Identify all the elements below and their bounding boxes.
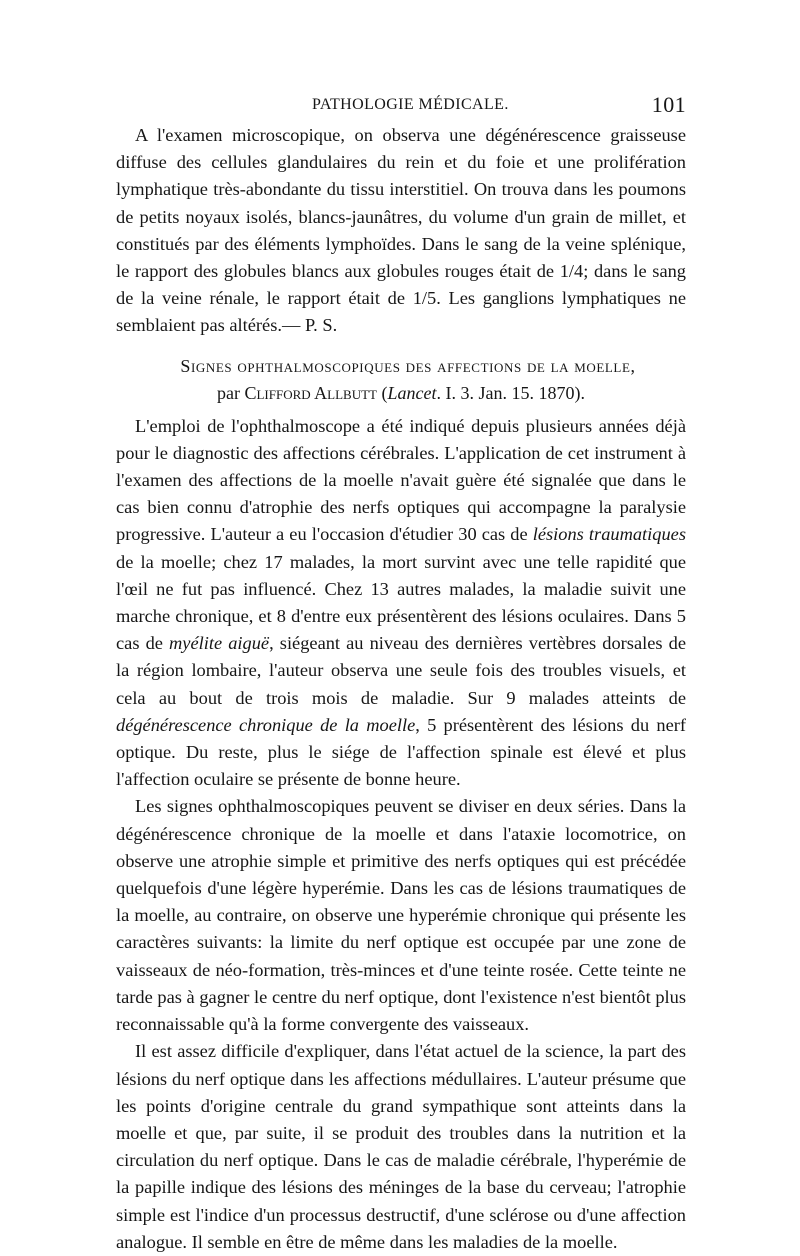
p1-text-a: L'emploi de l'ophthalmoscope a été indiqué depuis plusieurs années déjà pour le diagnostic des affections cérébrales. L'application de cet instrument à l'examen des affections de la moelle n'avait guère été signalée que dans le cas bien connu d'atrophie des nerfs optiques qui accompagne la paralysie progressive. L'auteur a eu l'occasion d'étudier 30 cas de [116,415,686,545]
p1-em-myelite: myélite aiguë [169,633,270,654]
body-paragraph-3: Il est assez difficile d'expliquer, dans l'état actuel de la science, la part des lésions du nerf optique dans les affections médullaires. L'auteur présume que les points d'origine centrale du grand sympathique sont atteints dans la moelle et que, par suite, il se produit des troubles dans la nutrition et la circulation du nerf optique. Dans le cas de maladie cérébrale, l'hyperémie de la papille indique des lésions des méninges de la base du cerveau; l'atrophie simple est l'indice d'un processus destructif, d'une sclérose ou d'une affection analogue. Il semble en être de même dans les maladies de la moelle. [116,1041,686,1252]
article-heading [116,353,686,407]
running-title: PATHOLOGIE MÉDICALE. [312,96,509,113]
body-paragraph-1 [116,413,686,794]
article-title: Signes ophthalmoscopiques des affections de la moelle, [180,355,636,376]
page-number: 101 [651,92,686,117]
article-author: Clifford Allbutt [244,382,377,403]
body-paragraph-2: Les signes ophthalmoscopiques peuvent se diviser en deux séries. Dans la dégénérescence chronique de la moelle et dans l'ataxie locomotrice, on observe une atrophie simple et primitive des nerfs optiques qui est précédée quelquefois d'une légère hyperémie. Dans les cas de lésions traumatiques de la moelle, au contraire, on observe une hyperémie chronique qui présente les caractères suivants: la limite du nerf optique est occupée par une zone de vaisseaux de néo-formation, très-minces et d'une teinte rosée. Cette teinte ne tarde pas à gagner le centre du nerf optique, dont l'existence n'est bientôt plus reconnaissable qu'à la forme convergente des vaisseaux. [116,796,686,1035]
journal-citation: I. 3. Jan. 15. 1870 [445,382,575,403]
journal-name: Lancet [387,382,437,403]
byline-par: par [217,382,240,403]
book-page [116,92,686,1256]
p1-em-degenerescence: dégénérescence chronique de la moelle [116,714,416,735]
article-title-line [116,353,686,380]
p1-text-b: de la moelle; chez 17 malades, la mort survint avec une telle rapidité que l'œil ne fut pas influencé. Chez 13 autres malades, la maladie suivit une marche chronique, et 8 d'entre eux présentèrent des lésions oculaires. Dans 5 cas de [116,551,686,654]
continued-paragraph: A l'examen microscopique, on observa une dégénérescence graisseuse diffuse des cellules glandulaires du rein et du foie et une prolifération lymphatique très-abondante du tissu interstitiel. On trouva dans les poumons de petits noyaux isolés, blancs-jaunâtres, du volume d'un grain de millet, et constitués par des éléments lymphoïdes. Dans le sang de la veine splénique, le rapport des globules blancs aux globules rouges était de 1/4; dans le sang de la veine rénale, le rapport était de 1/5. Les ganglions lymphatiques ne semblaient pas altérés.— P. S. [116,125,686,336]
p1-text-d: , 5 présentèrent des lésions du nerf optique. Du reste, plus le siége de l'affection spinale est élevé et plus l'affection oculaire se présente de bonne heure. [116,714,686,790]
article-byline: par Clifford Allbutt (Lancet. I. 3. Jan. 15. 1870). [217,382,585,403]
running-header [116,92,686,122]
p1-em-lesions: lésions traumatiques [532,524,686,545]
p1-text-c: , siégeant au niveau des dernières vertèbres dorsales de la région lombaire, l'auteur observa une seule fois des troubles visuels, et cela au bout de trois mois de maladie. Sur 9 malades atteints de [116,633,686,708]
